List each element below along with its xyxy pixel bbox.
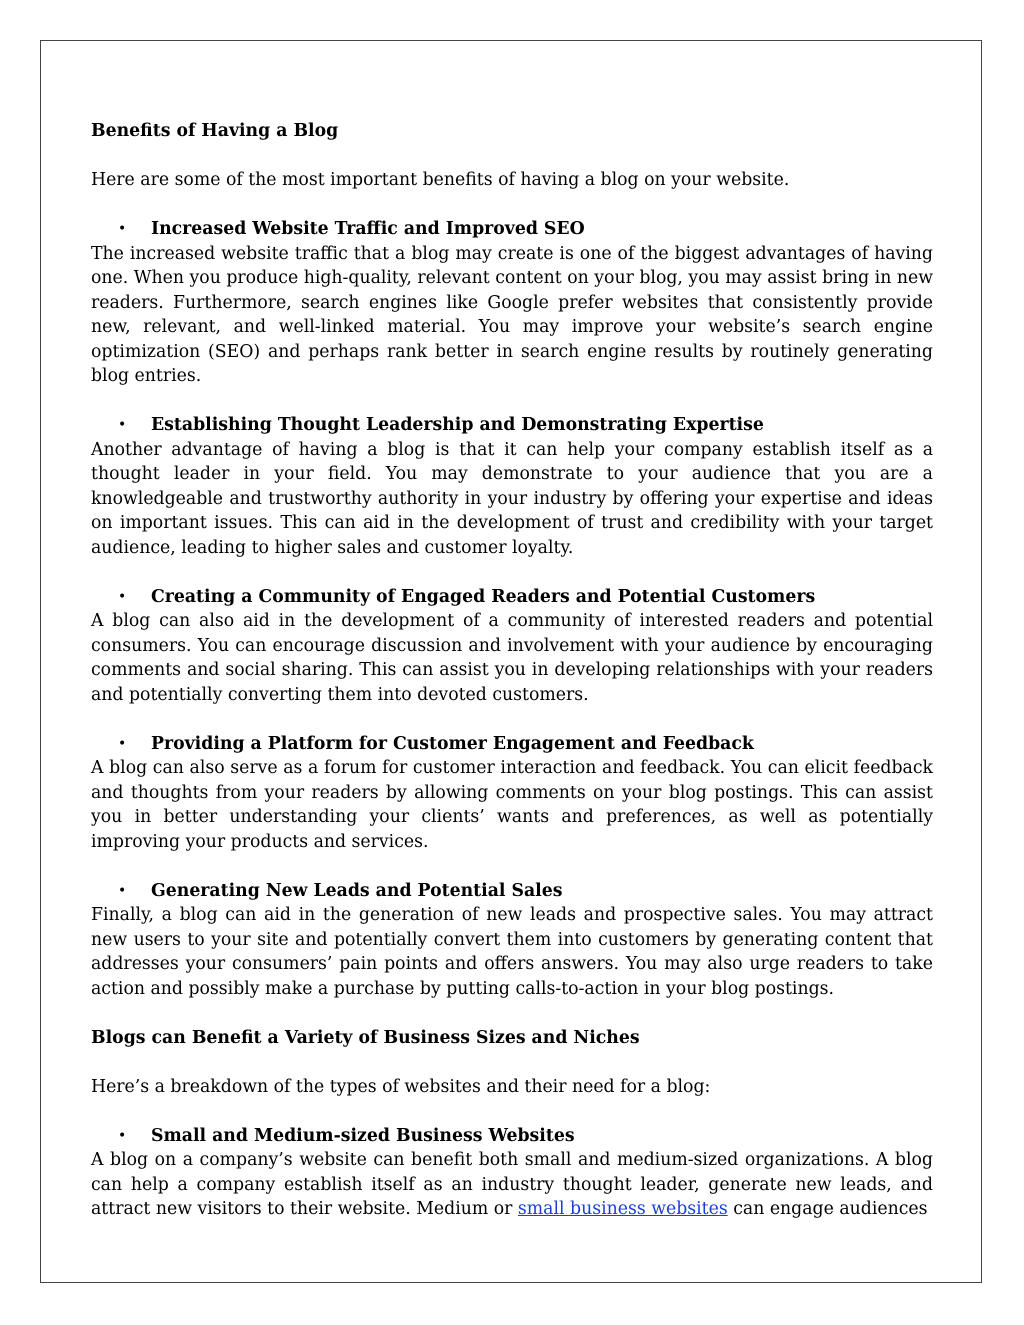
bullet-icon: • (118, 221, 127, 237)
section-text: A blog can also aid in the development of a community of interested readers and potential consumers. You can encourage discussion and involvement with your audience by encouraging comments and social sharing. This can assist you in developing relationships with your readers and potentially converting them into devoted customers. (91, 611, 933, 705)
document-body (91, 119, 933, 1222)
section-title (91, 732, 933, 757)
section-title-text: Small and Medium-sized Business Websites (151, 1125, 575, 1146)
section-text: The increased website traffic that a blog may create is one of the biggest advantages of having one. When you produce high-quality, relevant content on your blog, you may assist bring in new readers. Furthermore, search engines like Google prefer websites that consistently provide new, relevant, and well-linked material. You may improve your website’s search engine optimization (SEO) and perhaps rank better in search engine results by routinely generating blog entries. (91, 243, 933, 386)
section-small-medium-business (91, 1124, 933, 1222)
bullet-icon: • (118, 417, 127, 433)
intro-paragraph-2: Here’s a breakdown of the types of websites and their need for a blog: (91, 1076, 711, 1097)
section-title (91, 1124, 933, 1149)
section-text: Another advantage of having a blog is that it can help your company establish itself as a thought leader in your field. You may demonstrate to your audience that you are a knowledgeable and trustworthy authority in your industry by offering your expertise and ideas on important issues. This can aid in the development of trust and credibility with your target audience, leading to higher sales and customer loyalty. (91, 439, 933, 558)
section-title (91, 413, 933, 438)
text-after-link: can engage audiences (727, 1199, 928, 1219)
section-seo (91, 217, 933, 389)
section-feedback (91, 732, 933, 855)
bullet-icon: • (118, 735, 127, 752)
section-title-text: Generating New Leads and Potential Sales (151, 880, 563, 901)
bullet-icon: • (118, 882, 127, 899)
bullet-icon: • (118, 1127, 127, 1144)
section-title (91, 217, 933, 242)
section-text: A blog can also serve as a forum for customer interaction and feedback. You can elicit feedback and thoughts from your readers by allowing comments on your blog postings. This can assist you in better understanding your clients’ wants and preferences, as well as potentially improving your products and services. (91, 758, 933, 852)
section-title-text: Creating a Community of Engaged Readers and Potential Customers (151, 586, 816, 607)
section-title-text: Providing a Platform for Customer Engagement and Feedback (151, 733, 754, 754)
section-title (91, 879, 933, 904)
section-title-text: Increased Website Traffic and Improved SEO (151, 219, 585, 239)
heading-business-sizes: Blogs can Benefit a Variety of Business Sizes and Niches (91, 1027, 640, 1048)
section-text (91, 1148, 933, 1222)
section-text: Finally, a blog can aid in the generation of new leads and prospective sales. You may attract new users to your site and potentially convert them into customers by generating content that addresses your consumers’ pain points and offers answers. You may also urge readers to take action and possibly make a purchase by putting calls-to-action in your blog postings. (91, 905, 933, 999)
section-community (91, 585, 933, 708)
section-thought-leadership (91, 413, 933, 560)
section-title-text: Establishing Thought Leadership and Demonstrating Expertise (151, 415, 764, 435)
heading-benefits: Benefits of Having a Blog (91, 121, 339, 141)
section-title (91, 585, 933, 610)
bullet-icon: • (118, 588, 127, 605)
small-business-websites-link[interactable]: small business websites (517, 1199, 728, 1219)
text-before-link: A blog on a company’s website can benefit both small and medium-sized organizations. A blog can help a company establish itself as an industry thought leader, generate new leads, and attract new visitors to their website. Medium or (91, 1150, 933, 1219)
section-leads (91, 879, 933, 1002)
intro-paragraph: Here are some of the most important benefits of having a blog on your website. (91, 170, 790, 190)
